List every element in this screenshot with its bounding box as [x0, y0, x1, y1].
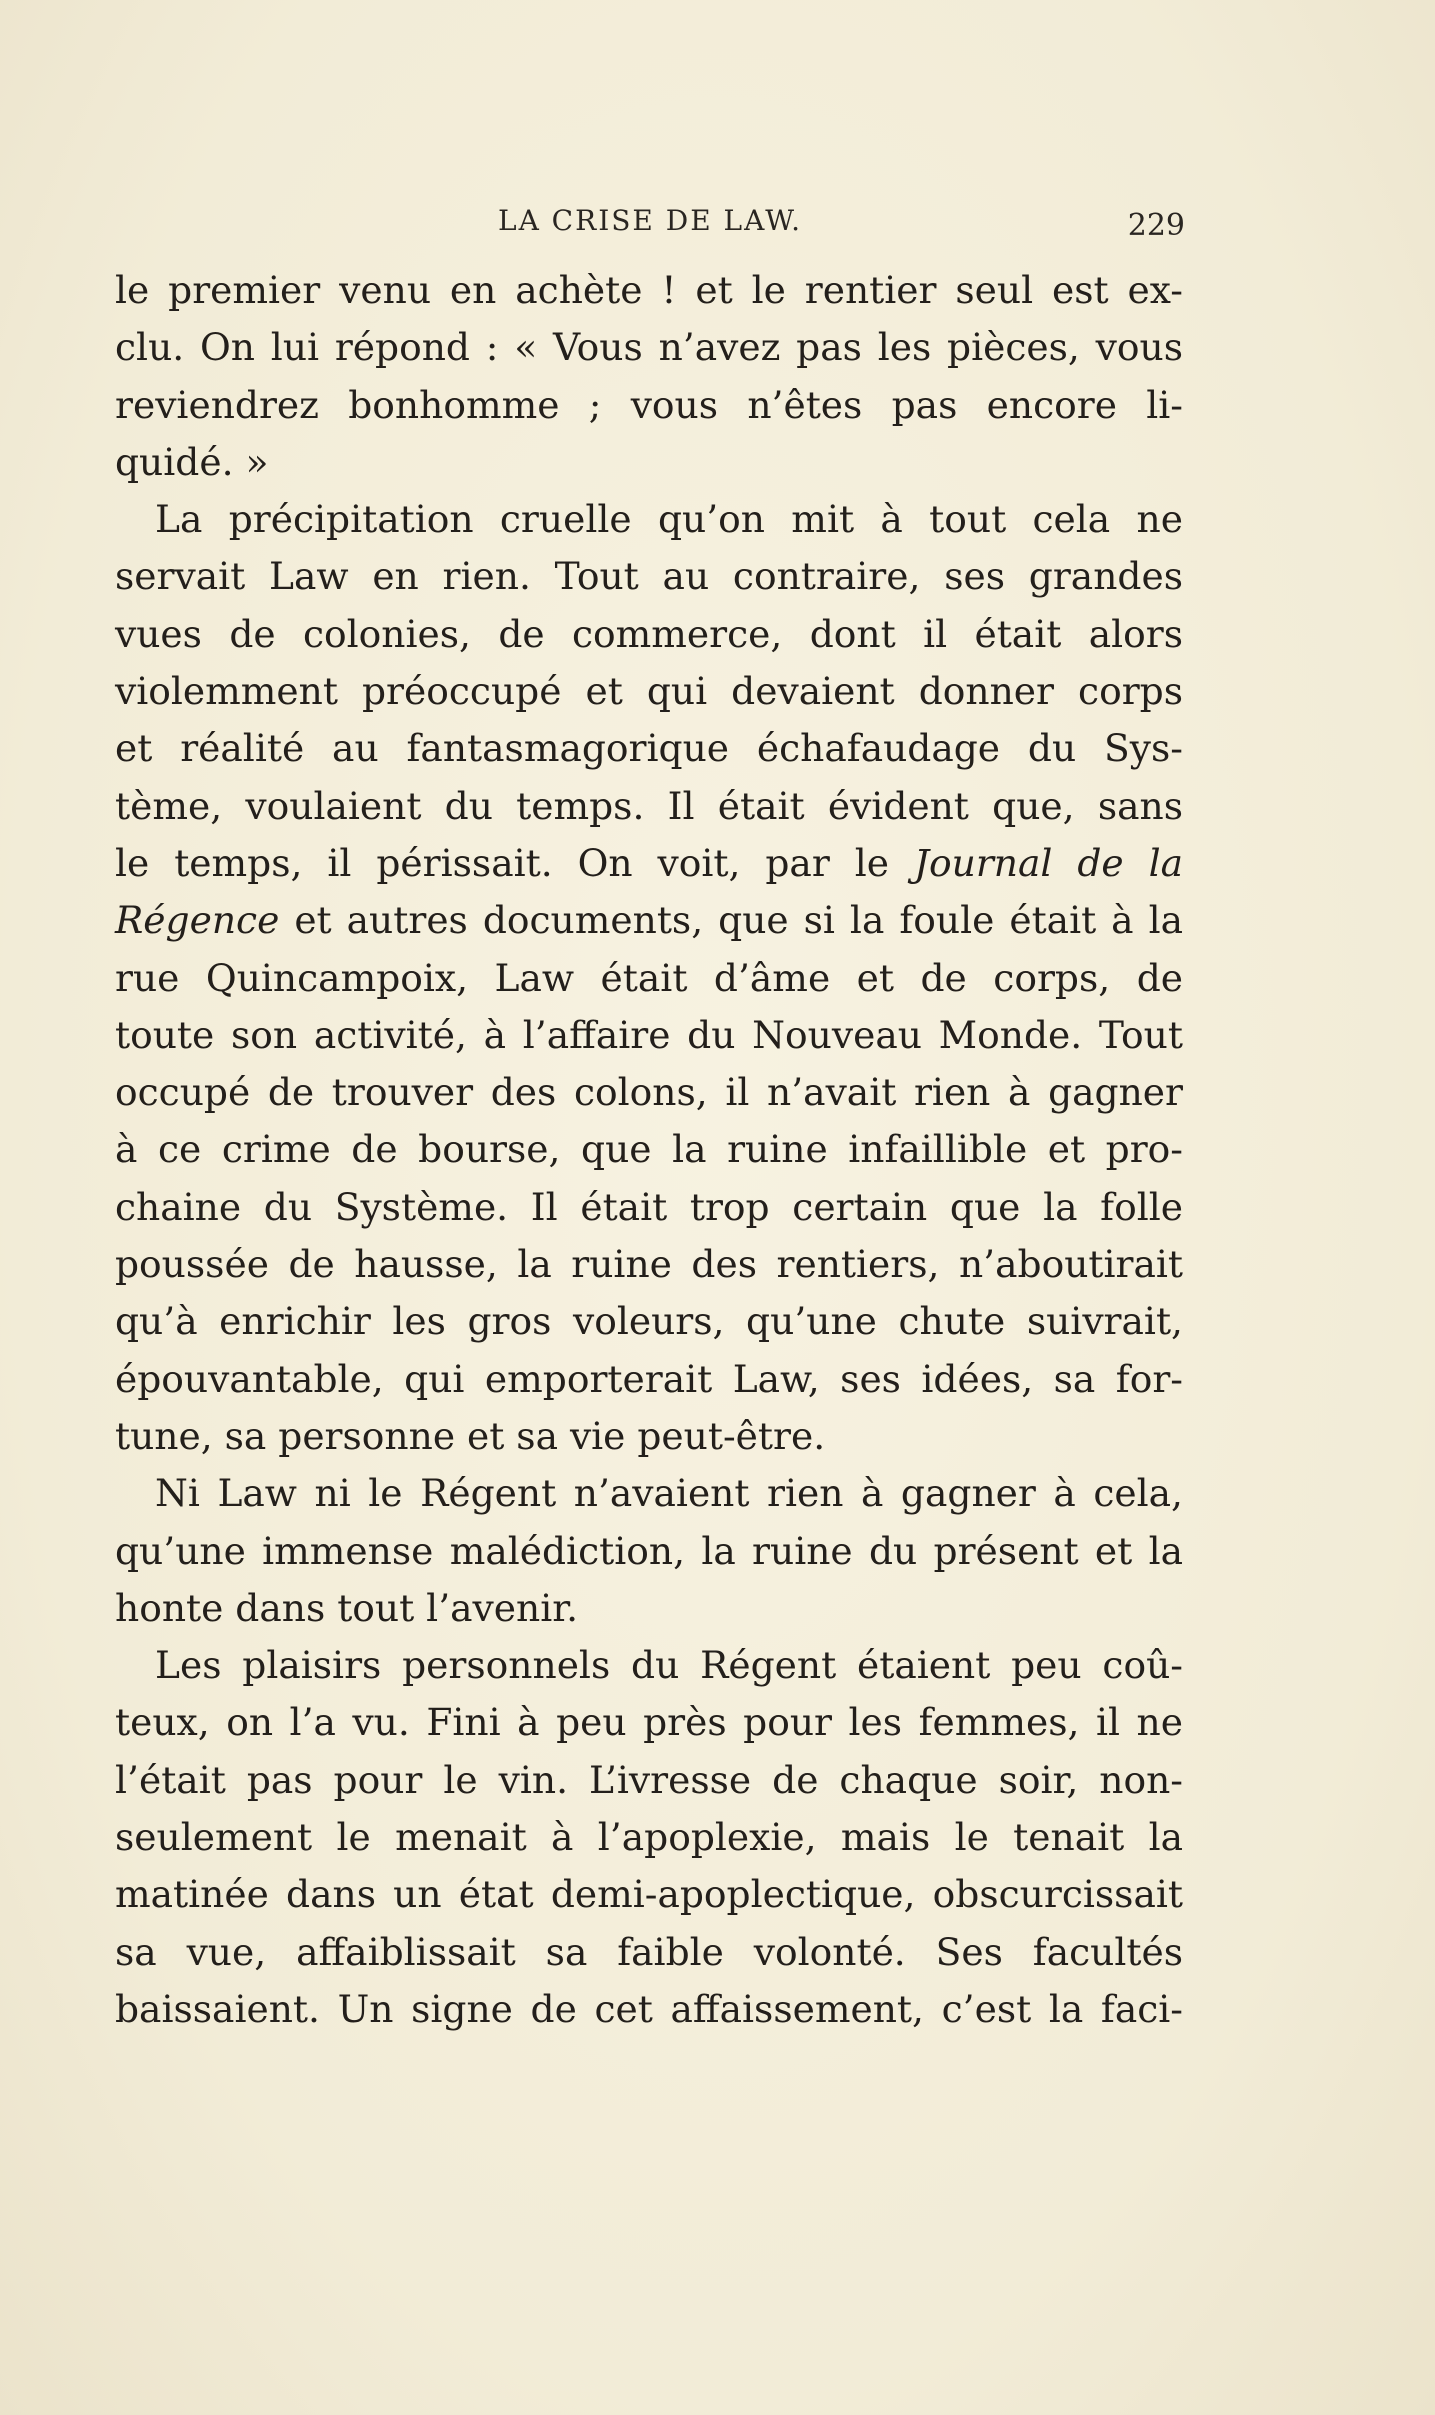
text-line: qu’une immense malédiction, la ruine du présent et la: [115, 1528, 1183, 1573]
journal-title: Journal de la: [913, 840, 1183, 885]
text-line: La précipitation cruelle qu’on mit à tout cela ne: [155, 497, 1183, 542]
text-fragment: le temps, il périssait. On voit, par le: [115, 840, 889, 885]
text-line: tune, sa personne et sa vie peut-être.: [115, 1413, 826, 1458]
text-line: baissaient. Un signe de cet affaissement, c’est la faci-: [115, 1986, 1183, 2031]
running-title: LA CRISE DE LAW.: [497, 204, 803, 237]
text-line: toute son activité, à l’affaire du Nouveau Monde. Tout: [115, 1012, 1183, 1057]
text-line: [115, 835, 1183, 892]
text-line: rue Quincampoix, Law était d’âme et de corps, de: [115, 955, 1183, 1000]
text-line: Les plaisirs personnels du Régent étaient peu coû-: [155, 1643, 1183, 1688]
text-line: servait Law en rien. Tout au contraire, ses grandes: [115, 554, 1183, 599]
text-line: occupé de trouver des colons, il n’avait rien à gagner: [115, 1070, 1183, 1115]
text-line: seulement le menait à l’apoplexie, mais le tenait la: [115, 1815, 1183, 1860]
text-line: et réalité au fantasmagorique échafaudage du Sys-: [115, 726, 1183, 771]
text-line: poussée de hausse, la ruine des rentiers, n’aboutirait: [115, 1242, 1183, 1287]
text-line: épouvantable, qui emporterait Law, ses idées, sa for-: [115, 1356, 1183, 1401]
text-line: [115, 892, 1183, 949]
text-line: à ce crime de bourse, que la ruine infaillible et pro-: [115, 1127, 1183, 1172]
text-line: clu. On lui répond : « Vous n’avez pas les pièces, vous: [115, 325, 1183, 370]
page-number: 229: [1127, 208, 1185, 243]
text-line: reviendrez bonhomme ; vous n’êtes pas encore li-: [115, 382, 1183, 427]
text-line: Ni Law ni le Régent n’avaient rien à gagner à cela,: [155, 1471, 1183, 1516]
text-line: qu’à enrichir les gros voleurs, qu’une chute suivrait,: [115, 1299, 1183, 1344]
text-line: sa vue, affaiblissait sa faible volonté. Ses facultés: [115, 1929, 1183, 1974]
text-line: honte dans tout l’avenir.: [115, 1585, 579, 1630]
text-line: le premier venu en achète ! et le rentier seul est ex-: [115, 268, 1183, 312]
text-line: teux, on l’a vu. Fini à peu près pour les femmes, il ne: [115, 1700, 1183, 1745]
body-text: [115, 262, 1183, 2038]
text-line: matinée dans un état demi-apoplectique, obscurcissait: [115, 1872, 1183, 1917]
page-header: [115, 196, 1185, 246]
text-line: l’était pas pour le vin. L’ivresse de chaque soir, non-: [115, 1757, 1183, 1802]
text-line: chaine du Système. Il était trop certain que la folle: [115, 1184, 1183, 1229]
text-line: quidé. »: [115, 439, 269, 484]
text-line: violemment préoccupé et qui devaient donner corps: [115, 669, 1183, 714]
text-line: tème, voulaient du temps. Il était évident que, sans: [115, 783, 1183, 828]
regence-title: Régence: [115, 898, 280, 943]
text-line: vues de colonies, de commerce, dont il était alors: [115, 611, 1183, 656]
text-fragment: et autres documents, que si la foule était à la: [279, 898, 1183, 943]
